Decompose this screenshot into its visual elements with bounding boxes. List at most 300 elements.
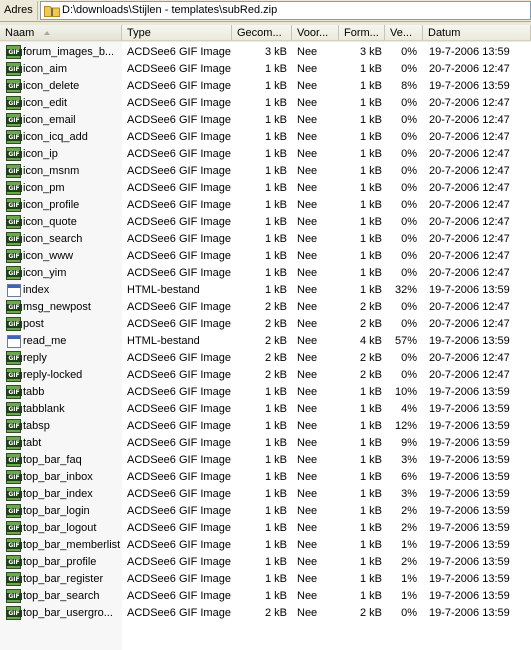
file-compressed-size: 2 kB [264, 301, 287, 313]
file-date: 20-7-2006 12:47 [429, 165, 510, 177]
file-date: 19-7-2006 13:59 [429, 46, 510, 58]
gif-file-icon: GIF [6, 300, 22, 315]
file-protected: Nee [297, 182, 318, 194]
file-name: icon_pm [23, 182, 65, 194]
file-ratio: 0% [401, 182, 417, 194]
file-size: 1 kB [359, 522, 382, 534]
file-ratio: 3% [401, 488, 417, 500]
file-size: 2 kB [359, 301, 382, 313]
file-compressed-size: 1 kB [264, 131, 287, 143]
file-row[interactable] [0, 163, 531, 180]
file-protected: Nee [297, 420, 318, 432]
file-compressed-size: 1 kB [264, 454, 287, 466]
gif-file-icon: GIF [6, 521, 22, 536]
gif-file-icon: GIF [6, 368, 22, 383]
file-type: ACDSee6 GIF Image [127, 199, 231, 211]
file-row[interactable] [0, 44, 531, 61]
file-date: 20-7-2006 12:47 [429, 216, 510, 228]
file-type: ACDSee6 GIF Image [127, 301, 231, 313]
file-protected: Nee [297, 437, 318, 449]
file-ratio: 1% [401, 573, 417, 585]
file-compressed-size: 2 kB [264, 369, 287, 381]
gif-file-icon: GIF [6, 96, 22, 111]
gif-file-icon: GIF [6, 113, 22, 128]
file-date: 20-7-2006 12:47 [429, 199, 510, 211]
file-name: tabb [23, 386, 45, 398]
column-header-compressed[interactable]: Gecom... [232, 25, 292, 41]
file-size: 1 kB [359, 556, 382, 568]
file-size: 1 kB [359, 539, 382, 551]
file-date: 20-7-2006 12:47 [429, 369, 510, 381]
gif-file-icon: GIF [6, 249, 22, 264]
file-row[interactable] [0, 78, 531, 95]
file-ratio: 57% [394, 335, 417, 347]
file-date: 19-7-2006 13:59 [429, 505, 510, 517]
file-type: ACDSee6 GIF Image [127, 437, 231, 449]
file-name: read_me [23, 335, 67, 347]
gif-file-icon: GIF [6, 504, 22, 519]
file-date: 19-7-2006 13:59 [429, 573, 510, 585]
file-type: ACDSee6 GIF Image [127, 556, 231, 568]
file-row[interactable] [0, 112, 531, 129]
file-row[interactable] [0, 452, 531, 469]
file-type: ACDSee6 GIF Image [127, 352, 231, 364]
file-row[interactable] [0, 350, 531, 367]
file-date: 20-7-2006 12:47 [429, 148, 510, 160]
zip-folder-icon [44, 4, 60, 17]
file-type: ACDSee6 GIF Image [127, 488, 231, 500]
file-ratio: 0% [401, 63, 417, 75]
file-name: top_bar_inbox [23, 471, 93, 483]
gif-file-icon: GIF [6, 164, 22, 179]
file-ratio: 1% [401, 539, 417, 551]
file-ratio: 0% [401, 250, 417, 262]
file-ratio: 0% [401, 148, 417, 160]
gif-file-icon: GIF [6, 606, 22, 621]
file-row[interactable] [0, 554, 531, 571]
file-compressed-size: 1 kB [264, 63, 287, 75]
file-compressed-size: 1 kB [264, 386, 287, 398]
gif-file-icon: GIF [6, 453, 22, 468]
address-path: D:\downloads\Stijlen - templates\subRed.zip [62, 4, 278, 16]
file-date: 19-7-2006 13:59 [429, 284, 510, 296]
file-size: 1 kB [359, 63, 382, 75]
file-date: 19-7-2006 13:59 [429, 488, 510, 500]
gif-file-icon: GIF [6, 45, 22, 60]
file-size: 1 kB [359, 267, 382, 279]
gif-file-icon: GIF [6, 538, 22, 553]
file-type: ACDSee6 GIF Image [127, 63, 231, 75]
file-compressed-size: 1 kB [264, 97, 287, 109]
file-name: index [23, 284, 50, 296]
file-compressed-size: 1 kB [264, 539, 287, 551]
file-type: ACDSee6 GIF Image [127, 97, 231, 109]
file-list[interactable] [0, 25, 531, 650]
file-ratio: 0% [401, 114, 417, 126]
file-name: icon_msnm [23, 165, 80, 177]
file-compressed-size: 1 kB [264, 182, 287, 194]
file-type: ACDSee6 GIF Image [127, 131, 231, 143]
file-date: 20-7-2006 12:47 [429, 131, 510, 143]
file-size: 1 kB [359, 131, 382, 143]
file-protected: Nee [297, 607, 318, 619]
file-protected: Nee [297, 488, 318, 500]
file-protected: Nee [297, 114, 318, 126]
file-compressed-size: 1 kB [264, 250, 287, 262]
file-row[interactable] [0, 520, 531, 537]
address-label: Adres [0, 1, 38, 20]
file-name: icon_profile [23, 199, 80, 211]
file-date: 19-7-2006 13:59 [429, 607, 510, 619]
file-row[interactable] [0, 299, 531, 316]
file-compressed-size: 1 kB [264, 471, 287, 483]
gif-file-icon: GIF [6, 215, 22, 230]
gif-file-icon: GIF [6, 317, 22, 332]
file-type: HTML-bestand [127, 284, 200, 296]
gif-file-icon: GIF [6, 402, 22, 417]
file-date: 20-7-2006 12:47 [429, 182, 510, 194]
file-row[interactable] [0, 401, 531, 418]
file-type: ACDSee6 GIF Image [127, 539, 231, 551]
file-name: reply [23, 352, 47, 364]
file-compressed-size: 1 kB [264, 505, 287, 517]
file-compressed-size: 1 kB [264, 437, 287, 449]
file-compressed-size: 1 kB [264, 488, 287, 500]
file-name: icon_search [23, 233, 83, 245]
file-row[interactable] [0, 214, 531, 231]
file-date: 19-7-2006 13:59 [429, 437, 510, 449]
file-name: icon_email [23, 114, 76, 126]
file-type: ACDSee6 GIF Image [127, 216, 231, 228]
file-ratio: 12% [394, 420, 417, 432]
file-protected: Nee [297, 267, 318, 279]
file-protected: Nee [297, 403, 318, 415]
file-size: 2 kB [359, 369, 382, 381]
file-type: HTML-bestand [127, 335, 200, 347]
file-size: 1 kB [359, 420, 382, 432]
file-row[interactable] [0, 571, 531, 588]
column-header-protected[interactable]: Voor... [292, 25, 339, 41]
column-header-name[interactable]: Naam [0, 25, 122, 41]
file-size: 1 kB [359, 590, 382, 602]
file-row[interactable] [0, 486, 531, 503]
file-ratio: 8% [401, 80, 417, 92]
file-compressed-size: 2 kB [264, 318, 287, 330]
file-size: 1 kB [359, 233, 382, 245]
gif-file-icon: GIF [6, 62, 22, 77]
file-compressed-size: 1 kB [264, 114, 287, 126]
file-row[interactable] [0, 537, 531, 554]
file-protected: Nee [297, 352, 318, 364]
file-row[interactable] [0, 231, 531, 248]
file-row[interactable] [0, 588, 531, 605]
file-protected: Nee [297, 216, 318, 228]
file-size: 2 kB [359, 352, 382, 364]
file-row[interactable] [0, 469, 531, 486]
address-input[interactable] [40, 1, 531, 20]
html-file-icon [6, 334, 22, 349]
file-protected: Nee [297, 590, 318, 602]
file-compressed-size: 1 kB [264, 148, 287, 160]
file-protected: Nee [297, 522, 318, 534]
file-name: icon_yim [23, 267, 67, 279]
file-name: top_bar_search [23, 590, 100, 602]
sort-ascending-icon [44, 31, 50, 35]
file-ratio: 0% [401, 216, 417, 228]
file-name: top_bar_memberlist [23, 539, 121, 551]
gif-file-icon: GIF [6, 589, 22, 604]
file-ratio: 0% [401, 369, 417, 381]
column-header-date[interactable]: Datum [423, 25, 531, 41]
file-ratio: 0% [401, 233, 417, 245]
file-size: 1 kB [359, 80, 382, 92]
file-ratio: 3% [401, 454, 417, 466]
file-protected: Nee [297, 131, 318, 143]
file-row[interactable] [0, 282, 531, 299]
file-type: ACDSee6 GIF Image [127, 420, 231, 432]
file-ratio: 0% [401, 607, 417, 619]
file-ratio: 2% [401, 505, 417, 517]
file-row[interactable] [0, 248, 531, 265]
file-date: 19-7-2006 13:59 [429, 539, 510, 551]
file-date: 19-7-2006 13:59 [429, 522, 510, 534]
file-date: 20-7-2006 12:47 [429, 250, 510, 262]
file-ratio: 1% [401, 590, 417, 602]
file-ratio: 0% [401, 301, 417, 313]
file-date: 20-7-2006 12:47 [429, 97, 510, 109]
file-date: 20-7-2006 12:47 [429, 63, 510, 75]
file-date: 19-7-2006 13:59 [429, 386, 510, 398]
file-name: top_bar_register [23, 573, 104, 585]
file-protected: Nee [297, 97, 318, 109]
file-size: 1 kB [359, 97, 382, 109]
file-row[interactable] [0, 605, 531, 622]
file-row[interactable] [0, 180, 531, 197]
file-row[interactable] [0, 384, 531, 401]
file-compressed-size: 1 kB [264, 284, 287, 296]
gif-file-icon: GIF [6, 79, 22, 94]
file-protected: Nee [297, 80, 318, 92]
file-type: ACDSee6 GIF Image [127, 318, 231, 330]
file-name: icon_ip [23, 148, 58, 160]
gif-file-icon: GIF [6, 436, 22, 451]
file-row[interactable] [0, 95, 531, 112]
file-protected: Nee [297, 318, 318, 330]
file-name: icon_www [23, 250, 74, 262]
file-date: 20-7-2006 12:47 [429, 301, 510, 313]
file-row[interactable] [0, 146, 531, 163]
gif-file-icon: GIF [6, 147, 22, 162]
gif-file-icon: GIF [6, 470, 22, 485]
file-type: ACDSee6 GIF Image [127, 250, 231, 262]
file-row[interactable] [0, 265, 531, 282]
file-ratio: 0% [401, 199, 417, 211]
column-header-ratio[interactable]: Ve... [385, 25, 423, 41]
file-size: 3 kB [359, 46, 382, 58]
file-name: top_bar_profile [23, 556, 97, 568]
file-type: ACDSee6 GIF Image [127, 505, 231, 517]
file-row[interactable] [0, 503, 531, 520]
file-size: 1 kB [359, 454, 382, 466]
gif-file-icon: GIF [6, 232, 22, 247]
file-row[interactable] [0, 129, 531, 146]
file-type: ACDSee6 GIF Image [127, 80, 231, 92]
file-row[interactable] [0, 418, 531, 435]
file-date: 20-7-2006 12:47 [429, 267, 510, 279]
file-name: post [23, 318, 44, 330]
file-row[interactable] [0, 367, 531, 384]
gif-file-icon: GIF [6, 130, 22, 145]
file-name: tabsp [23, 420, 50, 432]
file-name: icon_delete [23, 80, 80, 92]
file-protected: Nee [297, 148, 318, 160]
file-compressed-size: 1 kB [264, 573, 287, 585]
address-bar [0, 0, 531, 22]
file-compressed-size: 1 kB [264, 556, 287, 568]
gif-file-icon: GIF [6, 266, 22, 281]
file-compressed-size: 1 kB [264, 80, 287, 92]
file-size: 1 kB [359, 148, 382, 160]
file-compressed-size: 1 kB [264, 199, 287, 211]
file-ratio: 4% [401, 403, 417, 415]
file-compressed-size: 1 kB [264, 403, 287, 415]
file-ratio: 0% [401, 46, 417, 58]
file-ratio: 6% [401, 471, 417, 483]
file-type: ACDSee6 GIF Image [127, 471, 231, 483]
file-type: ACDSee6 GIF Image [127, 386, 231, 398]
file-compressed-size: 1 kB [264, 267, 287, 279]
file-date: 20-7-2006 12:47 [429, 114, 510, 126]
file-size: 1 kB [359, 182, 382, 194]
file-name: top_bar_logout [23, 522, 97, 534]
file-compressed-size: 2 kB [264, 607, 287, 619]
gif-file-icon: GIF [6, 351, 22, 366]
file-date: 19-7-2006 13:59 [429, 471, 510, 483]
file-name: msg_newpost [23, 301, 91, 313]
file-date: 19-7-2006 13:59 [429, 590, 510, 602]
file-protected: Nee [297, 369, 318, 381]
column-header-size[interactable]: Form... [339, 25, 385, 41]
file-name: icon_aim [23, 63, 68, 75]
file-ratio: 0% [401, 131, 417, 143]
file-ratio: 2% [401, 522, 417, 534]
file-protected: Nee [297, 233, 318, 245]
file-name: icon_icq_add [23, 131, 88, 143]
file-compressed-size: 2 kB [264, 335, 287, 347]
file-name: forum_images_b... [23, 46, 115, 58]
file-compressed-size: 2 kB [264, 352, 287, 364]
file-protected: Nee [297, 539, 318, 551]
file-date: 19-7-2006 13:59 [429, 420, 510, 432]
file-ratio: 2% [401, 556, 417, 568]
file-row[interactable] [0, 333, 531, 350]
file-ratio: 0% [401, 352, 417, 364]
file-size: 1 kB [359, 284, 382, 296]
file-row[interactable] [0, 61, 531, 78]
file-ratio: 0% [401, 97, 417, 109]
file-size: 1 kB [359, 505, 382, 517]
file-protected: Nee [297, 454, 318, 466]
file-size: 1 kB [359, 573, 382, 585]
file-protected: Nee [297, 386, 318, 398]
file-date: 19-7-2006 13:59 [429, 80, 510, 92]
file-type: ACDSee6 GIF Image [127, 454, 231, 466]
file-ratio: 32% [394, 284, 417, 296]
column-header-type[interactable]: Type [122, 25, 232, 41]
file-date: 19-7-2006 13:59 [429, 403, 510, 415]
file-compressed-size: 3 kB [264, 46, 287, 58]
file-size: 1 kB [359, 386, 382, 398]
file-protected: Nee [297, 46, 318, 58]
file-date: 20-7-2006 12:47 [429, 352, 510, 364]
file-name: top_bar_index [23, 488, 93, 500]
file-type: ACDSee6 GIF Image [127, 267, 231, 279]
file-name: icon_quote [23, 216, 77, 228]
file-protected: Nee [297, 301, 318, 313]
file-compressed-size: 1 kB [264, 233, 287, 245]
file-ratio: 0% [401, 165, 417, 177]
file-name: top_bar_usergro... [23, 607, 113, 619]
gif-file-icon: GIF [6, 198, 22, 213]
file-size: 4 kB [359, 335, 382, 347]
file-name: top_bar_login [23, 505, 90, 517]
file-size: 1 kB [359, 114, 382, 126]
file-size: 1 kB [359, 216, 382, 228]
gif-file-icon: GIF [6, 419, 22, 434]
file-ratio: 0% [401, 267, 417, 279]
html-file-icon [6, 283, 22, 298]
file-protected: Nee [297, 556, 318, 568]
file-compressed-size: 1 kB [264, 420, 287, 432]
file-size: 1 kB [359, 403, 382, 415]
file-date: 20-7-2006 12:47 [429, 233, 510, 245]
file-protected: Nee [297, 284, 318, 296]
file-size: 1 kB [359, 165, 382, 177]
file-name: tabblank [23, 403, 65, 415]
file-type: ACDSee6 GIF Image [127, 403, 231, 415]
file-date: 20-7-2006 12:47 [429, 318, 510, 330]
file-protected: Nee [297, 471, 318, 483]
file-row[interactable] [0, 197, 531, 214]
file-type: ACDSee6 GIF Image [127, 148, 231, 160]
file-ratio: 9% [401, 437, 417, 449]
file-type: ACDSee6 GIF Image [127, 233, 231, 245]
file-type: ACDSee6 GIF Image [127, 46, 231, 58]
file-size: 1 kB [359, 488, 382, 500]
file-type: ACDSee6 GIF Image [127, 607, 231, 619]
file-date: 19-7-2006 13:59 [429, 454, 510, 466]
file-row[interactable] [0, 435, 531, 452]
gif-file-icon: GIF [6, 385, 22, 400]
file-name: reply-locked [23, 369, 83, 381]
gif-file-icon: GIF [6, 487, 22, 502]
file-ratio: 0% [401, 318, 417, 330]
file-compressed-size: 1 kB [264, 216, 287, 228]
file-compressed-size: 1 kB [264, 165, 287, 177]
file-type: ACDSee6 GIF Image [127, 590, 231, 602]
file-protected: Nee [297, 335, 318, 347]
file-row[interactable] [0, 316, 531, 333]
file-type: ACDSee6 GIF Image [127, 165, 231, 177]
file-protected: Nee [297, 250, 318, 262]
file-compressed-size: 1 kB [264, 590, 287, 602]
file-size: 1 kB [359, 437, 382, 449]
file-date: 19-7-2006 13:59 [429, 556, 510, 568]
column-header [0, 25, 531, 42]
file-protected: Nee [297, 505, 318, 517]
file-name: top_bar_faq [23, 454, 82, 466]
file-type: ACDSee6 GIF Image [127, 182, 231, 194]
